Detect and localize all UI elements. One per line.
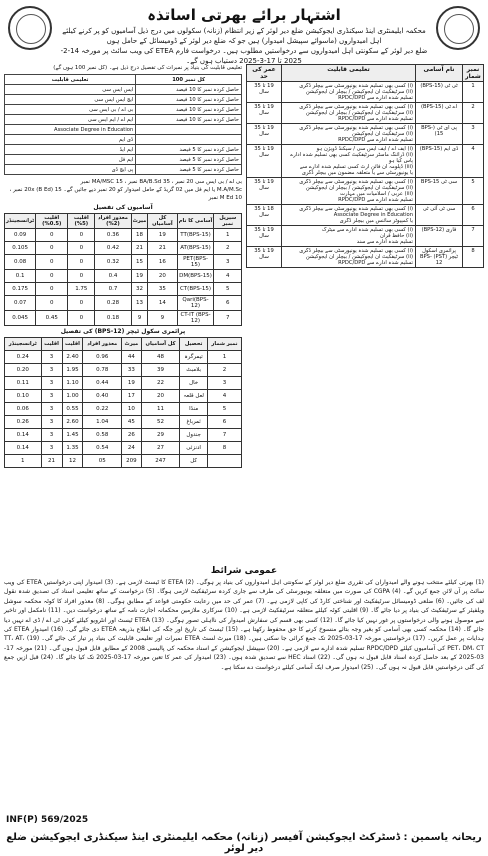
pst-cell: 0.10 — [5, 390, 42, 403]
vacancy-cell: 20 — [148, 270, 177, 283]
marks-value: حاصل کردہ نمبر کا 10 فیصد — [136, 85, 242, 95]
pst-cell: 209 — [122, 455, 142, 468]
general-conditions-text: (1) بھرتی کیلئے منتخب ہونے والے امیدواران کی تقرری ضلع دیر لوئر کے سکونتی اہل امیدواروں کی بنیاد پر ہوگی۔ (2) ETEA کا ٹیسٹ لازمی ہے۔ (3) امیدوار اپنی درخواستیں ETEA کی ویب سائٹ پر آن لائن جمع کریں گے۔ (4) CGPA کی صورت میں متعلقہ یونیورسٹی کی طرف سے جاری کردہ سرٹیفکیٹ لازمی ہوگا۔ (5) درخواست کے ساتھ تعلیمی اسناد کی تصدیق شدہ نقول لف کی جائیں۔ (6) ضلعی ڈومیسائل سرٹیفکیٹ اور شناختی کارڈ کی کاپی لازمی ہے۔ (7) عمر کی حد میں رعایت حکومتی قواعد کے مطابق ہوگی۔ (8) معذور افراد کا کوٹہ محکمہ سوشل ویلفیئر کے سرٹیفکیٹ کی بنیاد پر دیا جائے گا۔ (9) اقلیتی کوٹہ کیلئے متعلقہ سرٹیفکیٹ لازمی ہے۔ (10) سرکاری ملازمین محکمانہ اجازت نامہ کے ساتھ درخواست دیں۔ (11) نامکمل اور تاخیر سے موصول ہونے والی درخواستوں پر غور نہیں کیا جائے گا۔ (12) کسی بھی قسم کی سفارش امیدوار کی نااہلی تصور ہوگی۔ (13) ETEA ٹیسٹ اور انٹرویو کیلئے کوئی ٹی اے / ڈی اے نہیں دیا جائے گا۔ (14) محکمہ کسی بھی آسامی کو بغیر وجہ بتائے منسوخ کرنے کا حق محفوظ رکھتا ہے۔ (15) ٹیسٹ کی تاریخ اور جگہ کی اطلاع بذریعہ ETEA دی جائے گی۔ (16) امیدوار ETEA کی ہدایات پر عمل کریں۔ (17) درخواستیں مورخہ 17-03-2025 تک جمع کرائی جا سکتی ہیں۔ (18) میرٹ لسٹ ETEA نمبرات اور تعلیمی قابلیت کی بنیاد پر تیار کی جائے گی۔ (19) TT، AT، PET، DM، CT کی آسامیوں کیلئے RPDC/DPD تسلیم شدہ ادارے سے لازمی ہے۔ (20) سپیشل ایجوکیشن کے اسناد محکمہ کی پالیسی 2008 کے مطابق قابل قبول ہوں گی۔ (21) مورخہ 17-03-2025 کے بعد حاصل کردہ اسناد قابل قبول نہ ہوں گی۔ (22) اسناد HEC سے تصدیق شدہ ہوں۔ (23) امیدوار کی عمر کا تعین مورخہ 17-03-2025 تک کیا جائے گا۔ (24) قبل ازیں جمع کی گئی درخواستیں قابل قبول نہ ہوں گی۔ (25) امیدوار صرف ایک آسامی کیلئے درخواست دے سکتا ہے۔ — [4, 579, 485, 671]
vacancy-row — [5, 283, 242, 296]
vacancy-cell: CT-IT (BPS-12) — [177, 311, 214, 326]
pst-cell: 3 — [41, 429, 62, 442]
vacancy-header-cell: اقلیت (5%) — [68, 214, 95, 229]
vacancy-header-cell: معذور افراد (2%) — [95, 214, 131, 229]
pst-cell: 1.10 — [62, 377, 83, 390]
pst-cell: 29 — [141, 429, 180, 442]
marks-qualification: ایس ایس سی — [5, 85, 136, 95]
pst-table-caption: پرائمری سکول ٹیچر (BPS-12) کی تفصیل — [60, 328, 186, 335]
vacancy-cell: 0 — [68, 311, 95, 326]
pst-cell: بلامبٹ — [180, 364, 208, 377]
post-age-limit: 19 تا 35 سال — [247, 247, 282, 268]
marks-row — [5, 125, 242, 135]
pst-cell: 33 — [122, 364, 142, 377]
marks-qualification: ڈی ایم — [5, 135, 136, 145]
post-row — [247, 124, 484, 145]
post-age-limit: 19 تا 35 سال — [247, 82, 282, 103]
pst-cell: 0.40 — [83, 390, 122, 403]
emblem-logo-right — [436, 6, 480, 50]
pst-cell: منڈا — [180, 403, 208, 416]
marks-value: حاصل کردہ نمبر کا 10 فیصد — [136, 105, 242, 115]
pst-cell: 5 — [207, 403, 241, 416]
vacancy-cell: 14 — [148, 296, 177, 311]
pst-header-cell: کل آسامیاں — [141, 338, 180, 351]
vacancy-row — [5, 242, 242, 255]
pst-cell: 0.54 — [83, 442, 122, 455]
post-qualification — [282, 226, 416, 247]
post-qualification — [282, 103, 416, 124]
vacancy-table-caption: آسامیوں کی تفصیل — [93, 204, 153, 211]
post-serial: 6 — [463, 205, 484, 226]
marks-intro: تعلیمی قابلیت کی بنیاد پر نمبرات کی تفصیل درج ذیل ہے۔ (کل نمبر 100 ہوں گے) — [53, 65, 242, 71]
vacancy-header-cell: سیریل نمبر — [214, 214, 242, 229]
pst-cell: تیمرگرہ — [180, 351, 208, 364]
marks-table — [4, 74, 242, 175]
pst-cell: 247 — [141, 455, 180, 468]
marks-row — [5, 145, 242, 155]
pst-header-cell: ٹرانسجینڈر — [5, 338, 42, 351]
vacancy-cell: 0 — [68, 255, 95, 270]
qualification-line: Associate Degree in Education — [333, 212, 413, 218]
vacancy-row — [5, 270, 242, 283]
marks-body — [5, 85, 242, 175]
post-serial: 8 — [463, 247, 484, 268]
vacancy-cell: 15 — [131, 255, 148, 270]
post-serial: 4 — [463, 145, 484, 178]
qualification-line: یا کمپیوٹر سائنس میں بیچلر ڈگری — [339, 218, 413, 224]
posts-table — [246, 64, 484, 268]
vacancy-header-cell: آسامی کا نام — [177, 214, 214, 229]
pst-cell: 3 — [41, 403, 62, 416]
vacancy-cell: 0 — [36, 296, 68, 311]
vacancy-header-cell: کل آسامیاں — [148, 214, 177, 229]
post-age-limit: 19 تا 35 سال — [247, 124, 282, 145]
post-row — [247, 82, 484, 103]
pst-cell: 22 — [141, 377, 180, 390]
marks-header-total: کل نمبر 100 — [136, 75, 242, 85]
pst-cell: 0.14 — [5, 442, 42, 455]
pst-cell: 1.45 — [62, 429, 83, 442]
qualification-line: (ii) سرٹیفکیٹ ان ایجوکیشن — [351, 131, 413, 137]
pst-cell: 4 — [207, 390, 241, 403]
post-name: سی ٹی آئی ٹی — [416, 205, 463, 226]
qualification-line: (i) کسی بھی تسلیم شدہ یونیورسٹی سے بیچلر ڈگری — [299, 83, 413, 89]
vacancy-cell: AT(BPS-15) — [177, 242, 214, 255]
vacancy-table-header — [5, 214, 242, 229]
post-serial: 3 — [463, 124, 484, 145]
pst-header-cell: میرٹ — [122, 338, 142, 351]
vacancy-cell: Qari(BPS-12) — [177, 296, 214, 311]
post-serial: 7 — [463, 226, 484, 247]
post-age-limit: 19 تا 35 سال — [247, 103, 282, 124]
pst-cell: 1.95 — [62, 364, 83, 377]
vacancy-cell: 0.42 — [95, 242, 131, 255]
marks-row — [5, 115, 242, 125]
pst-cell: 3 — [41, 416, 62, 429]
vacancy-cell: 5 — [214, 283, 242, 296]
vacancy-cell: 0.32 — [95, 255, 131, 270]
pst-cell: کل — [180, 455, 208, 468]
pst-cell: 0.06 — [5, 403, 42, 416]
header-age: عمر کی حد — [247, 65, 282, 82]
pst-cell: ادنزئی — [180, 442, 208, 455]
vacancy-cell: 2 — [214, 242, 242, 255]
pst-row — [5, 416, 242, 429]
vacancy-cell: 1.75 — [68, 283, 95, 296]
pst-cell: 0.11 — [5, 377, 42, 390]
pst-row — [5, 377, 242, 390]
vacancy-cell: 0.4 — [95, 270, 131, 283]
pst-cell: 3 — [41, 442, 62, 455]
header-post: نام آسامی — [416, 65, 463, 82]
vacancy-cell: 0 — [36, 283, 68, 296]
header-qualification: تعلیمی قابلیت — [282, 65, 416, 82]
marks-row — [5, 135, 242, 145]
pst-cell: 10 — [122, 403, 142, 416]
vacancy-cell: 0.45 — [36, 311, 68, 326]
pst-cell: 48 — [141, 351, 180, 364]
pst-header-cell: اقلیت — [41, 338, 62, 351]
pst-cell: 1.04 — [83, 416, 122, 429]
qualification-line: (i) کسی بھی تسلیم شدہ یونیورسٹی سے بیچلر ڈگری — [299, 248, 413, 254]
pst-cell: 20 — [141, 390, 180, 403]
vacancy-cell: 32 — [131, 283, 148, 296]
qualification-line: (ii) سرٹیفکیٹ ان ایجوکیشن / بیچلر ان ایجوکیشن — [305, 254, 413, 260]
pst-cell: 3 — [41, 364, 62, 377]
pst-cell: 0.26 — [5, 416, 42, 429]
marks-note-2: M.A/M.Sc یا ایم فل میں 02 گریڈ کے حامل امیدوار کو 20 نمبر دیے جائیں گے۔ 20x (B Ed) 15 نمبر ، M Ed 10 نمبر — [9, 187, 242, 201]
vacancy-cell: 19 — [131, 270, 148, 283]
pst-cell: 2.40 — [62, 351, 83, 364]
post-name: قاری (BPS-12) — [416, 226, 463, 247]
header-serial: نمبر شمار — [463, 65, 484, 82]
qualification-line: (ii) ڈرائنگ ماسٹر سرٹیفکیٹ کسی بھی تسلیم شدہ ادارے — [290, 152, 413, 158]
vacancy-cell: CT(BPS-15) — [177, 283, 214, 296]
vacancy-cell: 9 — [148, 311, 177, 326]
vacancy-cell: 21 — [131, 242, 148, 255]
vacancy-cell: TT(BPS-15) — [177, 229, 214, 242]
vacancy-table-body — [5, 229, 242, 326]
marks-qualification: ایم اے / ایم ایس سی — [5, 115, 136, 125]
marks-qualification: بی اے / بی ایس سی — [5, 105, 136, 115]
pst-cell: 1.35 — [62, 442, 83, 455]
qualification-line: (i) کسی بھی تسلیم شدہ یونیورسٹی سے بیچلر ڈگری — [299, 206, 413, 212]
qualification-line: (iii) ڈپلومہ ان فائن آرٹ کسی تسلیم شدہ ادارے سے — [299, 164, 413, 170]
post-age-limit: 19 تا 35 سال — [247, 226, 282, 247]
marks-value — [136, 125, 242, 135]
pst-row — [5, 403, 242, 416]
vacancy-cell: 18 — [131, 229, 148, 242]
pst-cell: 3 — [41, 351, 62, 364]
qualification-line: (iii) عربی / اسلامیات میں مہارت — [340, 191, 413, 197]
marks-row — [5, 155, 242, 165]
marks-header-qual: تعلیمی قابلیت — [5, 75, 136, 85]
vacancy-cell: 0.175 — [5, 283, 36, 296]
pst-cell: 19 — [122, 377, 142, 390]
vacancy-cell: 13 — [131, 296, 148, 311]
marks-qualification: پی ایچ ڈی — [5, 165, 136, 175]
pst-cell: 05 — [83, 455, 122, 468]
post-name: پرائمری اسکول ٹیچر (PST) BPS-12 — [416, 247, 463, 268]
post-name: اے ٹی (BPS-15) — [416, 103, 463, 124]
vacancy-cell: 16 — [148, 255, 177, 270]
vacancy-cell: 0 — [36, 242, 68, 255]
vacancy-cell: 0.08 — [5, 255, 36, 270]
post-name: پی ای ٹی (BPS-15) — [416, 124, 463, 145]
vacancy-header-cell: ٹرانسجینڈر — [5, 214, 36, 229]
subtitle-line-2: ضلع دیر لوئر کے سکونتی اہل امیدواروں سے درخواستیں مطلوب ہیں۔ درخواست فارم ETEA کی ویب سائٹ پر مورخہ 14-2-2025 تا 17-3-2025 دستیاب ہوں گے۔ — [60, 47, 428, 65]
pst-row — [5, 429, 242, 442]
pst-cell: 12 — [62, 455, 83, 468]
vacancy-cell: 0.1 — [5, 270, 36, 283]
vacancy-cell: DM(BPS-15) — [177, 270, 214, 283]
vacancy-cell: 0.07 — [5, 296, 36, 311]
marks-value: حاصل کردہ نمبر کا 10 فیصد — [136, 95, 242, 105]
pst-cell: خال — [180, 377, 208, 390]
pst-row — [5, 442, 242, 455]
post-age-limit: 19 تا 35 سال — [247, 145, 282, 178]
emblem-logo-left — [8, 6, 52, 50]
pst-cell: 0.58 — [83, 429, 122, 442]
vacancy-cell: 0 — [68, 270, 95, 283]
pst-cell: 1.00 — [62, 390, 83, 403]
vacancy-cell: 0 — [68, 229, 95, 242]
marks-value: حاصل کردہ نمبر کا 10 فیصد — [136, 115, 242, 125]
vacancy-cell: 0.7 — [95, 283, 131, 296]
vacancy-header-cell: اقلیت (0.5%) — [36, 214, 68, 229]
marks-qualification: ایم فل — [5, 155, 136, 165]
marks-value: حاصل کردہ نمبر کا 5 فیصد — [136, 155, 242, 165]
pst-cell: 45 — [122, 416, 142, 429]
pst-cell: 24 — [122, 442, 142, 455]
post-serial: 5 — [463, 178, 484, 205]
qualification-line: تسلیم شدہ ادارے سے RPDC/DPD — [338, 197, 413, 203]
marks-row — [5, 85, 242, 95]
ad-reference-number: INF(P) 569/2025 — [6, 815, 89, 825]
post-name: سی ٹی BPS-15 — [416, 178, 463, 205]
qualification-line: (ii) سرٹیفکیٹ ان ایجوکیشن / بیچلر ان ایجوکیشن — [305, 110, 413, 116]
vacancy-cell: 0.28 — [95, 296, 131, 311]
general-conditions — [4, 566, 484, 672]
pst-cell: 17 — [122, 390, 142, 403]
pst-header-cell: نمبر شمار — [207, 338, 241, 351]
pst-row — [5, 364, 242, 377]
marks-row — [5, 105, 242, 115]
qualification-line: (i) کسی بھی تسلیم شدہ یونیورسٹی سے بیچلر ڈگری — [299, 179, 413, 185]
general-conditions-title: عمومی شرائط — [210, 566, 278, 576]
vacancy-cell: 35 — [148, 283, 177, 296]
vacancy-header-cell: میرٹ — [131, 214, 148, 229]
pst-cell: 0.24 — [5, 351, 42, 364]
vacancy-row — [5, 296, 242, 311]
pst-cell — [207, 455, 241, 468]
pst-cell: 7 — [207, 429, 241, 442]
vacancy-cell: 0.36 — [95, 229, 131, 242]
vacancy-cell: 3 — [214, 255, 242, 270]
qualification-line: (i) کسی بھی تسلیم شدہ یونیورسٹی سے بیچلر ڈگری — [299, 104, 413, 110]
vacancy-cell: 19 — [148, 229, 177, 242]
pst-cell: 0.96 — [83, 351, 122, 364]
post-age-limit: 19 تا 35 سال — [247, 178, 282, 205]
vacancy-cell: 0 — [68, 242, 95, 255]
pst-cell: 0.20 — [5, 364, 42, 377]
pst-cell: 0.55 — [62, 403, 83, 416]
pst-cell: 0.22 — [83, 403, 122, 416]
posts-table-body — [247, 82, 484, 268]
vacancy-table — [4, 213, 242, 326]
marks-value: حاصل کردہ نمبر کا 5 فیصد — [136, 165, 242, 175]
marks-header — [5, 75, 242, 85]
vacancy-cell: 0.09 — [5, 229, 36, 242]
pst-row — [5, 455, 242, 468]
vacancy-cell: 0 — [36, 270, 68, 283]
post-row — [247, 226, 484, 247]
qualification-line: پاس کیا ہو — [389, 158, 413, 164]
vacancy-cell: 0.045 — [5, 311, 36, 326]
post-row — [247, 103, 484, 124]
post-row — [247, 178, 484, 205]
vacancy-row — [5, 229, 242, 242]
pst-cell: لعل قلعہ — [180, 390, 208, 403]
vacancy-cell: 21 — [148, 242, 177, 255]
pst-cell: 0.78 — [83, 364, 122, 377]
vacancy-row — [5, 255, 242, 270]
ad-subtitle — [56, 26, 432, 66]
header — [0, 0, 488, 65]
qualification-line: (i) کسی بھی تسلیم شدہ یونیورسٹی سے بیچلر ڈگری — [299, 125, 413, 131]
pst-cell: جندول — [180, 429, 208, 442]
post-row — [247, 205, 484, 226]
qualification-line: تسلیم شدہ ادارے سے سند — [356, 239, 413, 245]
pst-cell: 0.44 — [83, 377, 122, 390]
marks-qualification: ایم ایڈ — [5, 145, 136, 155]
left-panel — [4, 64, 242, 468]
vacancy-cell: 0.18 — [95, 311, 131, 326]
pst-cell: 2.60 — [62, 416, 83, 429]
pst-cell: 8 — [207, 442, 241, 455]
vacancy-cell: 0 — [36, 229, 68, 242]
post-qualification — [282, 124, 416, 145]
post-qualification — [282, 178, 416, 205]
marks-value: حاصل کردہ نمبر کا 5 فیصد — [136, 145, 242, 155]
qualification-line: (ii) سرٹیفکیٹ ان ایجوکیشن / بیچلر ان ایجوکیشن — [305, 185, 413, 191]
issuing-officer: ریحانہ یاسمین : ڈسٹرکٹ ایجوکیشن آفیسر (زنانہ) محکمہ ایلیمنٹری اینڈ سیکنڈری ایجوکیشن ضلع دیر لوئر — [6, 832, 482, 854]
vacancy-row — [5, 311, 242, 326]
pst-cell: 44 — [122, 351, 142, 364]
post-qualification — [282, 205, 416, 226]
pst-table — [4, 337, 242, 468]
vacancy-cell: 4 — [214, 270, 242, 283]
ad-title: اشتہار برائے بھرتی اساتذہ — [147, 6, 341, 24]
pst-header-cell: اقلیت — [62, 338, 83, 351]
qualification-line: تسلیم شدہ ادارے سے RPDC/DPD — [338, 260, 413, 266]
post-name: ڈی ایم (BPS-15) — [416, 145, 463, 178]
vacancy-cell: 7 — [214, 311, 242, 326]
vacancy-cell: 1 — [214, 229, 242, 242]
vacancy-cell: 0 — [36, 255, 68, 270]
marks-row — [5, 95, 242, 105]
pst-cell: 11 — [141, 403, 180, 416]
post-serial: 1 — [463, 82, 484, 103]
qualification-line: تسلیم شدہ ادارے سے RPDC/DPD — [338, 116, 413, 122]
pst-header-cell: معذور افراد — [83, 338, 122, 351]
pst-cell: 52 — [141, 416, 180, 429]
qualification-line: (i) کسی بھی تسلیم شدہ ادارے سے میٹرک — [321, 227, 413, 233]
pst-cell: 26 — [122, 429, 142, 442]
qualification-line: (ii) سرٹیفکیٹ ان ایجوکیشن / بیچلر ان ایجوکیشن — [305, 89, 413, 95]
qualification-line: یا یونیورسٹی سے یا متعلقہ مضمون میں بیچلر ڈگری — [301, 170, 413, 176]
post-qualification — [282, 145, 416, 178]
post-age-limit: 18 تا 35 سال — [247, 205, 282, 226]
pst-table-header — [5, 338, 242, 351]
marks-qualification: ایچ ایس ایس سی — [5, 95, 136, 105]
vacancy-cell: 9 — [131, 311, 148, 326]
pst-cell: ثمرباغ — [180, 416, 208, 429]
marks-qualification: Associate Degree in Education — [5, 125, 136, 135]
marks-note-1: بی اے / بی ایس سی 20 نمبر ، BA/B.Sd 35 نمبر ، MA/MSC 15 نمبر — [80, 179, 242, 185]
vacancy-cell: PET(BPS-15) — [177, 255, 214, 270]
vacancy-cell: 0 — [68, 296, 95, 311]
qualification-line: (i) ایف اے / ایف ایس سی / سیکنڈ ڈویژن ہو — [316, 146, 413, 152]
pst-header-cell: تحصیل — [180, 338, 208, 351]
pst-cell: 21 — [41, 455, 62, 468]
posts-table-header — [247, 65, 484, 82]
post-serial: 2 — [463, 103, 484, 124]
marks-row — [5, 165, 242, 175]
post-name: ٹی ٹی (BPS-15) — [416, 82, 463, 103]
pst-table-body — [5, 351, 242, 468]
pst-row — [5, 390, 242, 403]
post-qualification — [282, 247, 416, 268]
pst-cell: 3 — [207, 377, 241, 390]
pst-cell: 3 — [41, 377, 62, 390]
pst-cell: 6 — [207, 416, 241, 429]
subtitle-line-1: محکمہ ایلیمنٹری اینڈ سیکنڈری ایجوکیشن ضلع دیر لوئر کے زیر انتظام (زنانہ) سکولوں میں درج ذیل آسامیوں کو پر کرنے کیلئے اہل امیدواروں (ماسوائے سپیشل امیدوار) ہیں جو کہ ضلع دیر لوئر کے ڈومیسائل کے حامل ہوں — [62, 27, 426, 45]
pst-cell: 27 — [141, 442, 180, 455]
vacancy-cell: 0.105 — [5, 242, 36, 255]
post-qualification — [282, 82, 416, 103]
pst-row — [5, 351, 242, 364]
qualification-line: (ii) حافظ قرآن — [379, 233, 413, 239]
pst-cell: 3 — [41, 390, 62, 403]
pst-cell: 1 — [5, 455, 42, 468]
post-row — [247, 247, 484, 268]
vacancy-cell: 6 — [214, 296, 242, 311]
pst-cell: 1 — [207, 351, 241, 364]
pst-cell: 0.14 — [5, 429, 42, 442]
pst-cell: 39 — [141, 364, 180, 377]
qualification-line: تسلیم شدہ ادارے سے RPDC/DPD — [338, 137, 413, 143]
marks-value — [136, 135, 242, 145]
post-row — [247, 145, 484, 178]
pst-cell: 2 — [207, 364, 241, 377]
qualification-line: تسلیم شدہ ادارے سے RPDC/DPD — [338, 95, 413, 101]
